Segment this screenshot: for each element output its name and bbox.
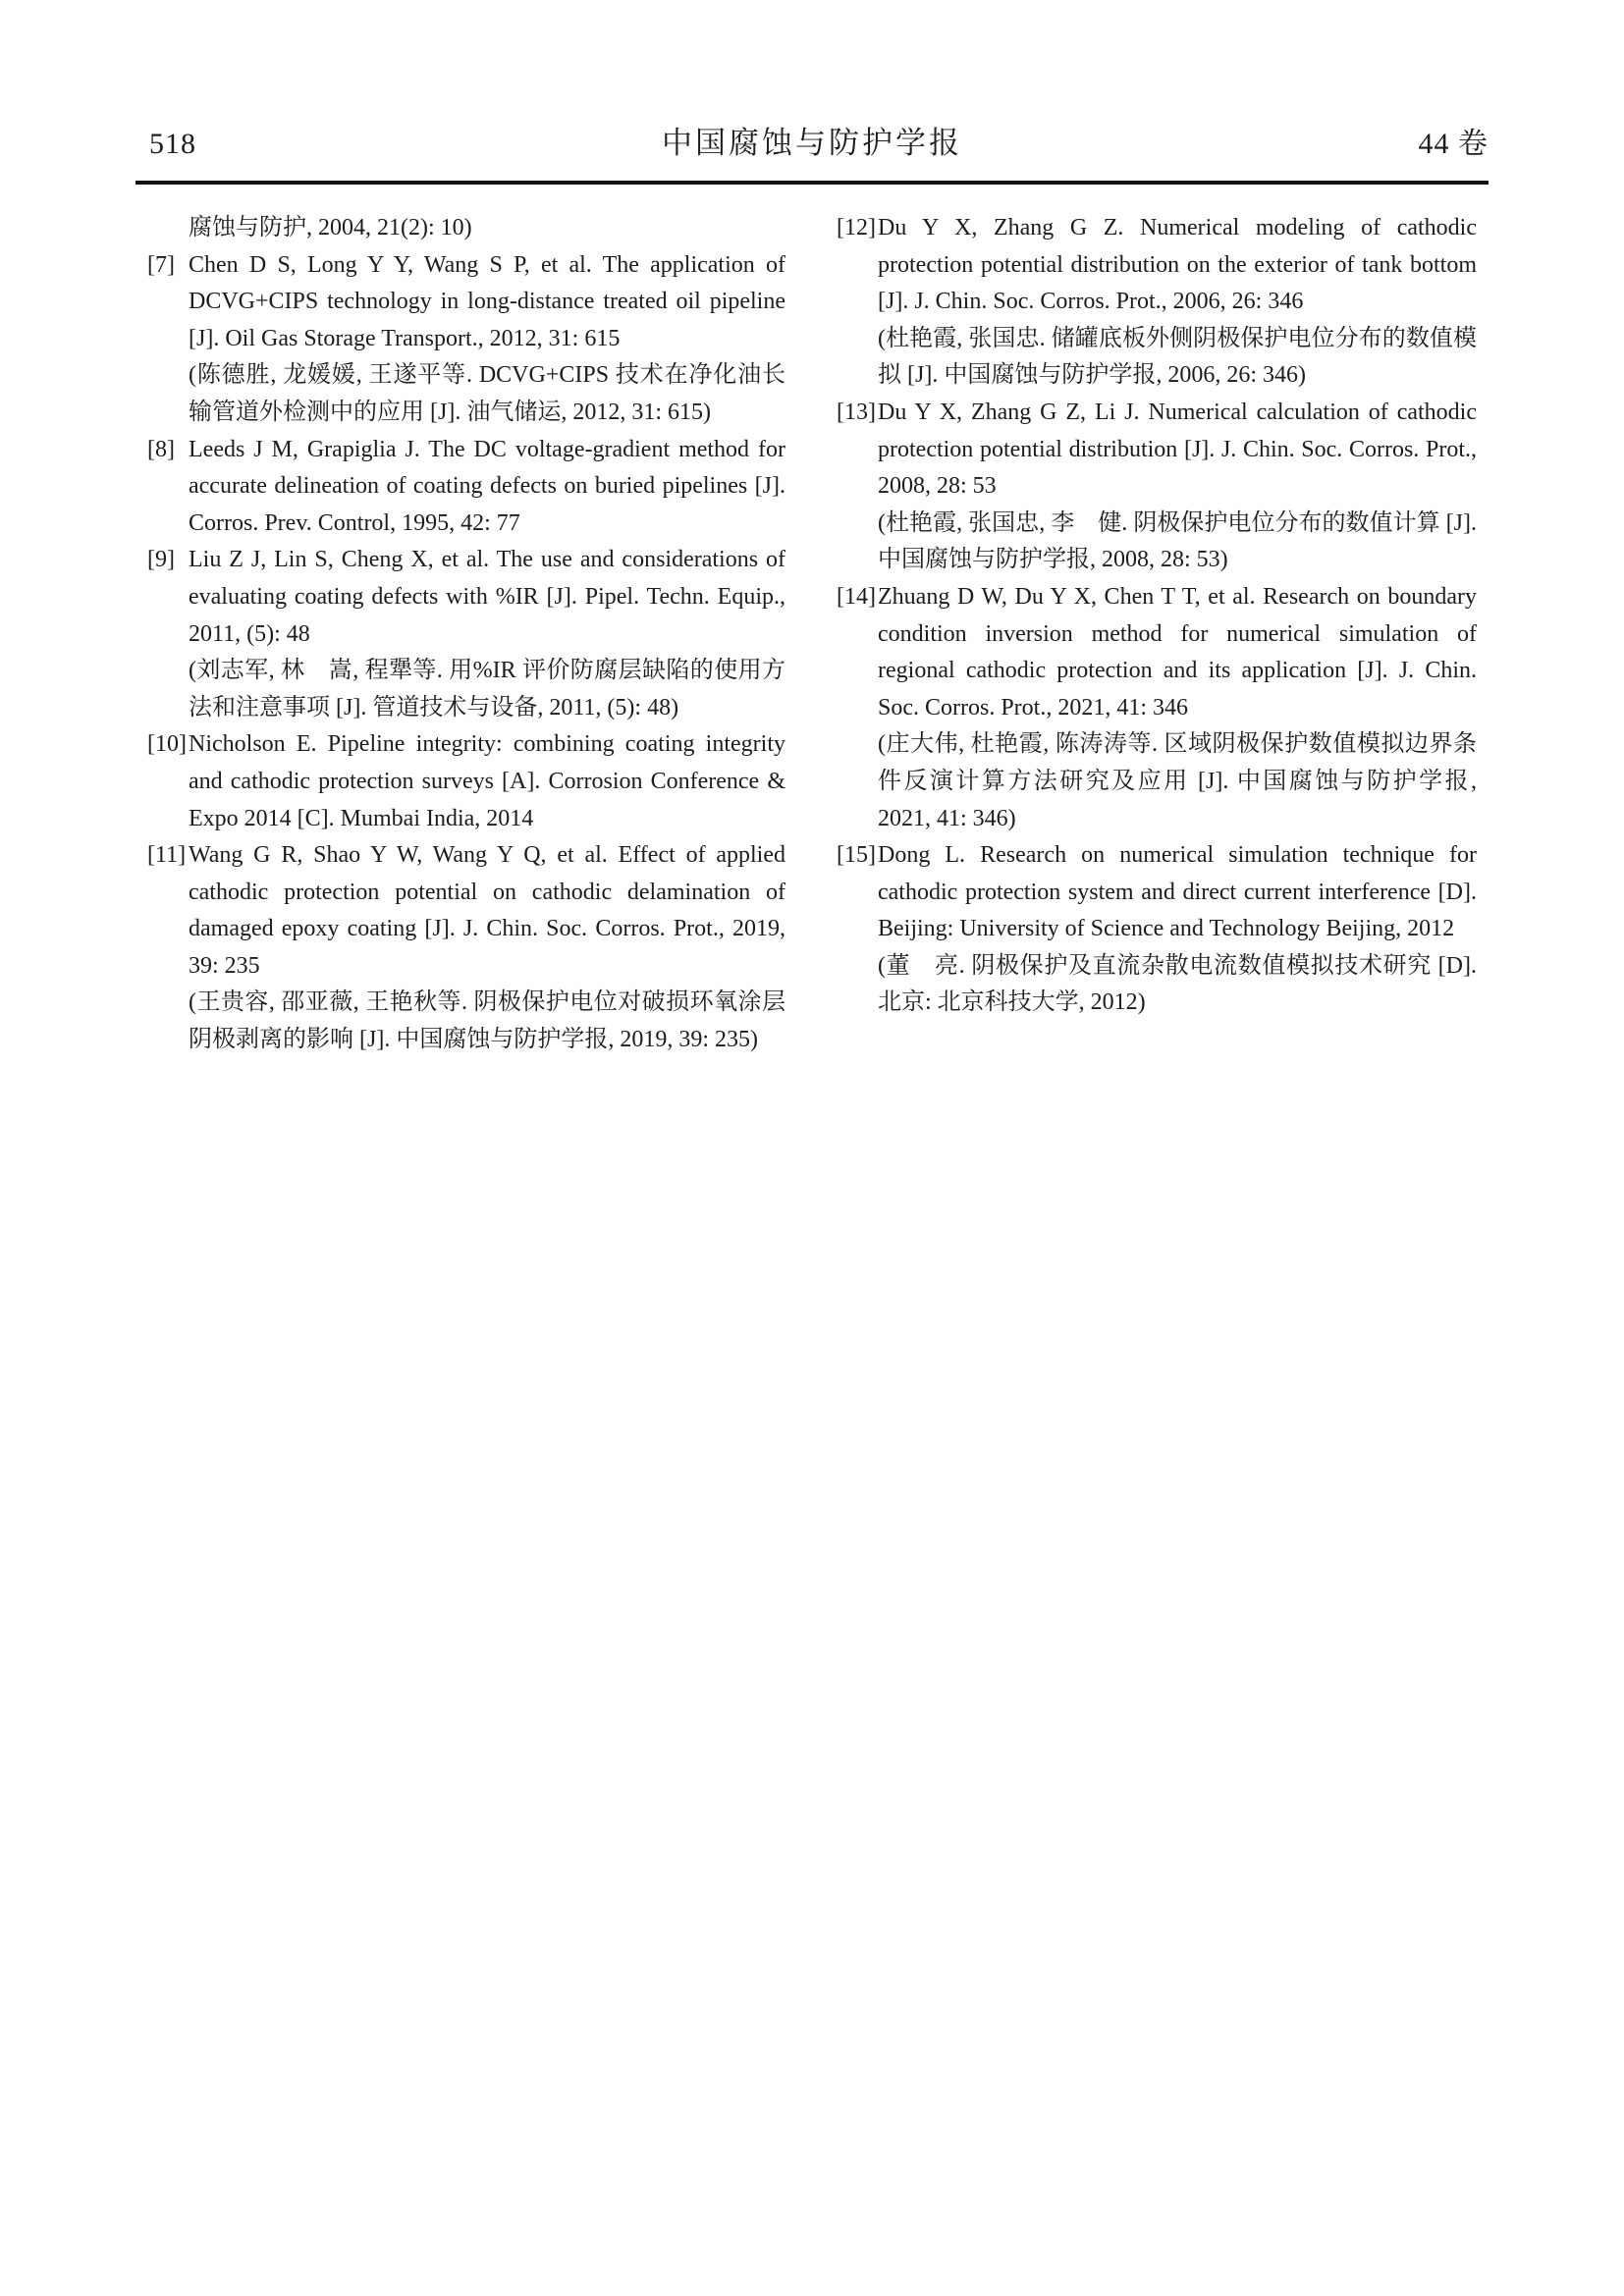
reference-english (147, 837, 785, 985)
references-left-column (147, 210, 785, 1059)
reference-english (147, 542, 785, 653)
reference-entry-13 (837, 395, 1477, 579)
reference-text-en: Chen D S, Long Y Y, Wang S P, et al. The application of DCVG+CIPS technology in long-distance treated oil pipeline [J]. Oil Gas Storage Transport., 2012, 31: 615 (189, 251, 785, 351)
reference-label: [8] (147, 436, 175, 462)
reference-label: [7] (147, 251, 175, 278)
reference-text-en: Liu Z J, Lin S, Cheng X, et al. The use and considerations of evaluating coating defects with %IR [J]. Pipel. Techn. Equip., 2011, (5): 48 (189, 547, 785, 647)
running-head (135, 124, 1489, 164)
reference-label: [11] (147, 842, 187, 869)
reference-text-cn: (庄大伟, 杜艳霞, 陈涛涛等. 区域阴极保护数值模拟边界条件反演计算方法研究及应用 [J]. 中国腐蚀与防护学报, 2021, 41: 346) (878, 731, 1477, 831)
reference-text-en: Leeds J M, Grapiglia J. The DC voltage-gradient method for accurate delineation of coating defects on buried pipelines [J]. Corros. Prev. Control, 1995, 42: 77 (189, 436, 785, 536)
reference-label: [14] (837, 583, 876, 610)
reference-text-en: Du Y X, Zhang G Z. Numerical modeling of cathodic protection potential distribution on the exterior of tank bottom [J]. J. Chin. Soc. Corros. Prot., 2006, 26: 346 (878, 215, 1477, 315)
reference-english (837, 210, 1477, 321)
reference-entry-11 (147, 837, 785, 1059)
reference-label: [9] (147, 547, 175, 573)
volume-label: 44 卷 (1418, 128, 1489, 160)
reference-english (837, 837, 1477, 948)
reference-text-cn: (刘志军, 林 嵩, 程犟等. 用%IR 评价防腐层缺陷的使用方法和注意事项 [J]. 管道技术与设备, 2011, (5): 48) (189, 658, 785, 721)
reference-text-cn: (杜艳霞, 张国忠, 李 健. 阴极保护电位分布的数值计算 [J]. 中国腐蚀与防护学报, 2008, 28: 53) (878, 509, 1477, 573)
reference-6-continuation: 腐蚀与防护, 2004, 21(2): 10) (189, 215, 472, 240)
reference-entry-8 (147, 432, 785, 543)
page-number: 518 (149, 128, 196, 160)
reference-text-en: Du Y X, Zhang G Z, Li J. Numerical calculation of cathodic protection potential distribution [J]. J. Chin. Soc. Corros. Prot., 2008, 28: 53 (878, 399, 1477, 500)
reference-english (147, 726, 785, 837)
reference-entry-10 (147, 726, 785, 837)
reference-text-en: Dong L. Research on numerical simulation technique for cathodic protection system and direct current interference [D]. Beijing: University of Science and Technology Beijing, 2012 (878, 842, 1477, 942)
reference-text-cn: (董 亮. 阴极保护及直流杂散电流数值模拟技术研究 [D]. 北京: 北京科技大学, 2012) (878, 952, 1477, 1016)
reference-text-cn: (王贵容, 邵亚薇, 王艳秋等. 阴极保护电位对破损环氧涂层阴极剥离的影响 [J]. 中国腐蚀与防护学报, 2019, 39: 235) (189, 989, 785, 1053)
reference-label: [13] (837, 399, 876, 425)
reference-english (147, 247, 785, 358)
reference-text-en: Nicholson E. Pipeline integrity: combining coating integrity and cathodic protection surveys [A]. Corrosion Conference & Expo 2014 [C]. Mumbai India, 2014 (189, 731, 785, 831)
reference-entry-15 (837, 837, 1477, 1022)
reference-text-en: Wang G R, Shao Y W, Wang Y Q, et al. Effect of applied cathodic protection potential on cathodic delamination of damaged epoxy coating [J]. J. Chin. Soc. Corros. Prot., 2019, 39: 235 (189, 842, 785, 979)
reference-entry-14 (837, 579, 1477, 837)
reference-text-cn: (陈德胜, 龙媛媛, 王遂平等. DCVG+CIPS 技术在净化油长输管道外检测中的应用 [J]. 油气储运, 2012, 31: 615) (189, 362, 785, 425)
reference-label: [10] (147, 731, 187, 758)
reference-label: [15] (837, 842, 876, 869)
references-right-column (837, 210, 1477, 1022)
reference-entry-9 (147, 542, 785, 726)
journal-title: 中国腐蚀与防护学报 (662, 126, 962, 160)
reference-entry-12 (837, 210, 1477, 395)
reference-label: [12] (837, 215, 876, 240)
reference-text-en: Zhuang D W, Du Y X, Chen T T, et al. Research on boundary condition inversion method for numerical simulation of regional cathodic protection and its application [J]. J. Chin. Soc. Corros. Prot., 2021, 41: 346 (878, 583, 1477, 721)
reference-entry-7 (147, 247, 785, 432)
reference-english (147, 432, 785, 543)
reference-english (837, 579, 1477, 726)
reference-text-cn: (杜艳霞, 张国忠. 储罐底板外侧阴极保护电位分布的数值模拟 [J]. 中国腐蚀与防护学报, 2006, 26: 346) (878, 325, 1477, 389)
header-rule (135, 181, 1489, 185)
reference-english (837, 395, 1477, 506)
